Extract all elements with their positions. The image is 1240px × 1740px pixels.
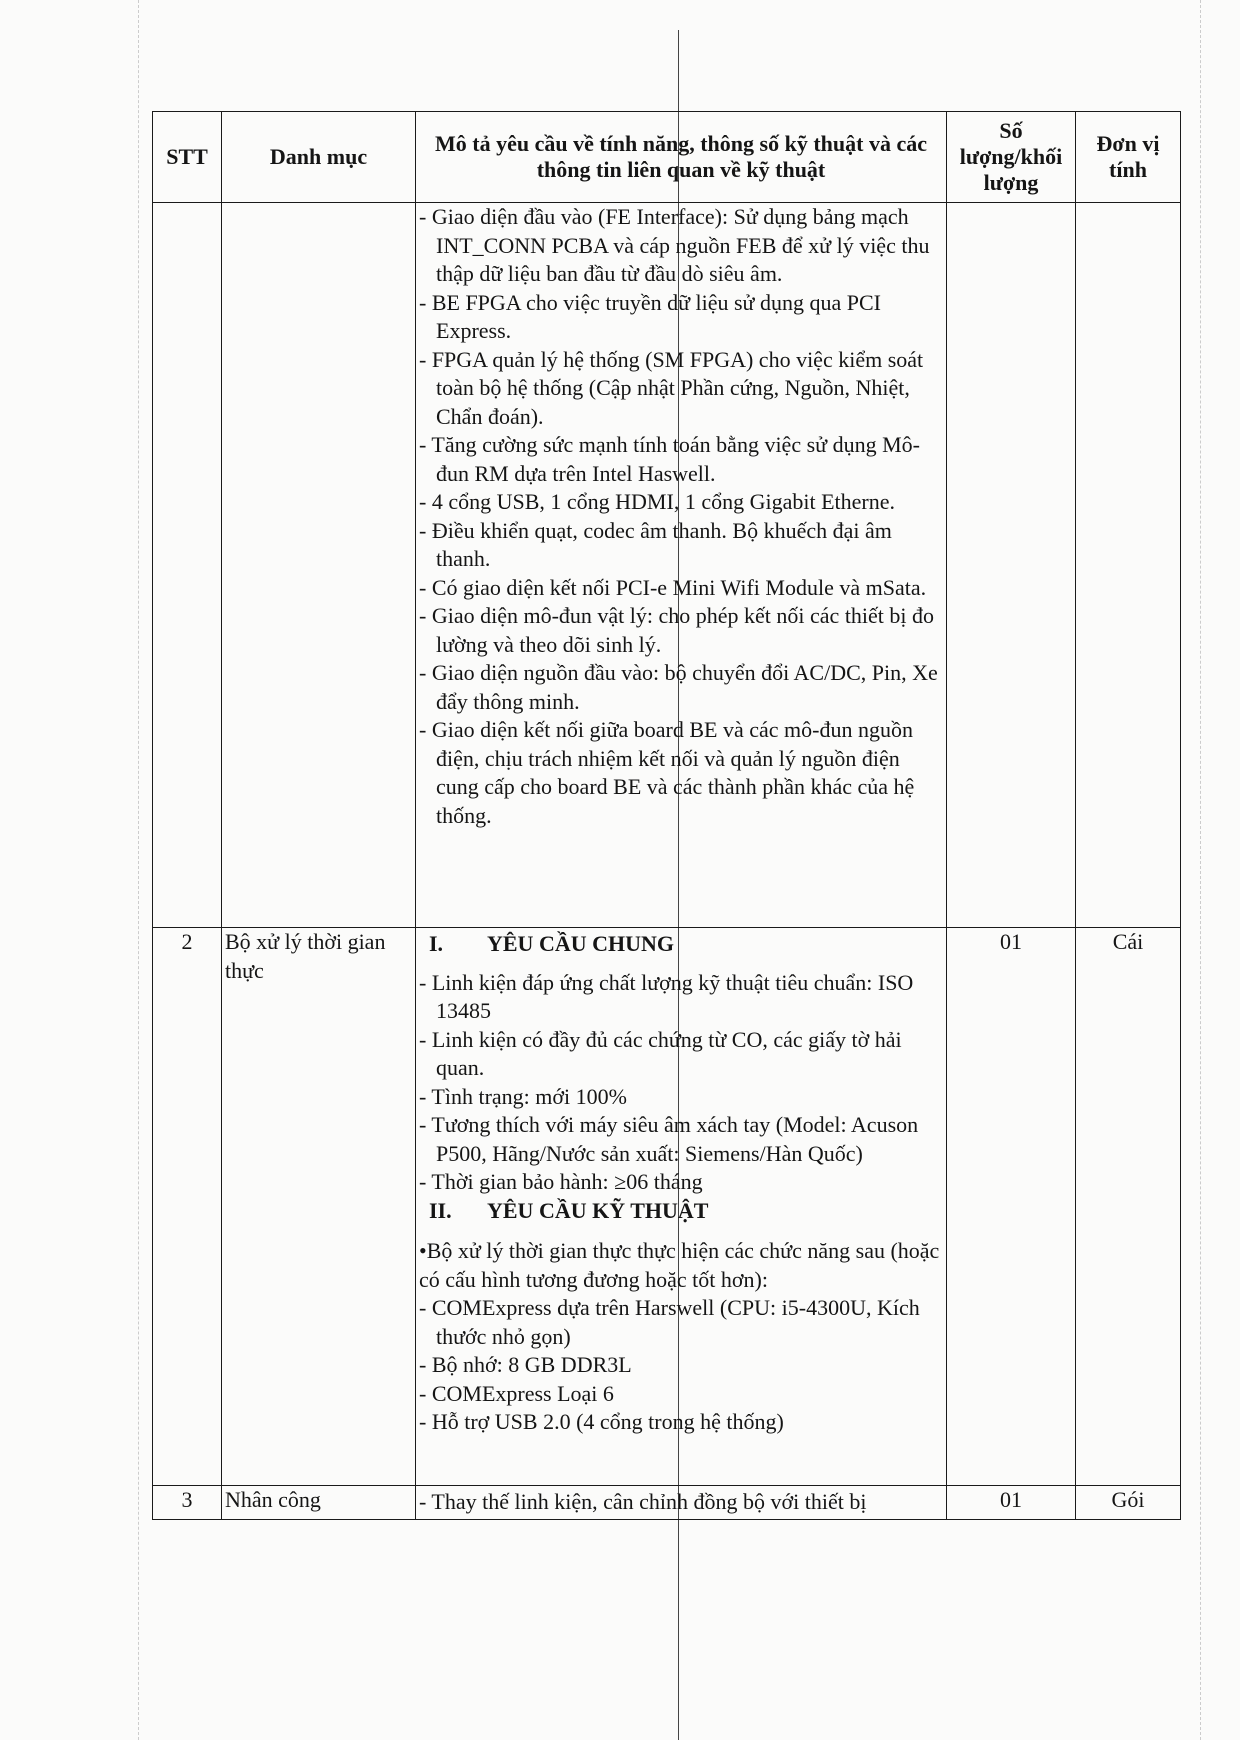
section-title: YÊU CẦU KỸ THUẬT bbox=[487, 1197, 709, 1223]
list-item: - Hỗ trợ USB 2.0 (4 cổng trong hệ thống) bbox=[419, 1409, 784, 1434]
header-category: Danh mục bbox=[222, 112, 416, 203]
section-heading bbox=[419, 928, 943, 959]
unit-cell bbox=[1076, 203, 1181, 928]
list-item: - Thay thế linh kiện, cân chỉnh đồng bộ với thiết bị bbox=[419, 1489, 867, 1514]
description-cell bbox=[416, 928, 947, 1486]
header-description: Mô tả yêu cầu về tính năng, thông số kỹ thuật và các thông tin liên quan về kỹ thuật bbox=[416, 112, 947, 203]
spacer bbox=[419, 959, 943, 969]
scan-edge-right bbox=[1200, 0, 1201, 1740]
quantity-cell bbox=[947, 203, 1076, 928]
list-item: - COMExpress Loại 6 bbox=[419, 1380, 614, 1406]
list-item: - Tình trạng: mới 100% bbox=[419, 1083, 627, 1109]
table-row bbox=[153, 928, 1181, 1486]
quantity-cell: 01 bbox=[947, 928, 1076, 1486]
list-item: - 4 cổng USB, 1 cổng HDMI, 1 cổng Gigabit Etherne. bbox=[419, 489, 895, 514]
list-item: - Giao diện kết nối giữa board BE và các mô-đun nguồn điện, chịu trách nhiệm kết nối và quản lý nguồn điện cung cấp cho board BE và các thành phần khác của hệ thống. bbox=[419, 717, 915, 828]
list-item: - Linh kiện đáp ứng chất lượng kỹ thuật tiêu chuẩn: ISO 13485 bbox=[419, 969, 914, 1023]
list-item: - Tương thích với máy siêu âm xách tay (Model: Acuson P500, Hãng/Nước sản xuất: Siemens/Hàn Quốc) bbox=[419, 1112, 919, 1166]
unit-cell: Cái bbox=[1076, 928, 1181, 1486]
stt-cell: 3 bbox=[153, 1486, 222, 1520]
list-item: - COMExpress dựa trên Harswell (CPU: i5-4300U, Kích thước nhỏ gọn) bbox=[419, 1295, 920, 1349]
table-row bbox=[153, 1486, 1181, 1520]
description-cell bbox=[416, 1486, 947, 1520]
list-item: - Tăng cường sức mạnh tính toán bằng việc sử dụng Mô-đun RM dựa trên Intel Haswell. bbox=[419, 432, 920, 486]
list-item: - FPGA quản lý hệ thống (SM FPGA) cho việc kiểm soát toàn bộ hệ thống (Cập nhật Phần cứng, Nguồn, Nhiệt, Chẩn đoán). bbox=[419, 346, 924, 429]
section-title: YÊU CẦU CHUNG bbox=[487, 931, 674, 956]
category-cell: Bộ xử lý thời gian thực bbox=[222, 928, 416, 1486]
list-item: - Giao diện nguồn đầu vào: bộ chuyển đổi AC/DC, Pin, Xe đẩy thông minh. bbox=[419, 660, 938, 714]
quantity-cell: 01 bbox=[947, 1486, 1076, 1520]
list-item: - Giao diện mô-đun vật lý: cho phép kết nối các thiết bị đo lường và theo dõi sinh lý. bbox=[419, 603, 935, 657]
category-cell: Nhân công bbox=[222, 1486, 416, 1520]
list-item: - Điều khiển quạt, codec âm thanh. Bộ khuếch đại âm thanh. bbox=[419, 517, 892, 571]
list-item: - Bộ nhớ: 8 GB DDR3L bbox=[419, 1352, 632, 1377]
description-cell bbox=[416, 203, 947, 928]
header-stt: STT bbox=[153, 112, 222, 203]
section-number: I. bbox=[429, 931, 444, 956]
list-item: - Giao diện đầu vào (FE Interface): Sử dụng bảng mạch INT_CONN PCBA và cáp nguồn FEB để xử lý việc thu thập dữ liệu ban đầu từ đầu dò siêu âm. bbox=[419, 204, 930, 286]
unit-cell: Gói bbox=[1076, 1486, 1181, 1520]
stt-cell bbox=[153, 203, 222, 928]
category-cell bbox=[222, 203, 416, 928]
header-quantity: Số lượng/khối lượng bbox=[947, 112, 1076, 203]
list-item: - Linh kiện có đầy đủ các chứng từ CO, các giấy tờ hải quan. bbox=[419, 1026, 902, 1080]
list-item: - Có giao diện kết nối PCI-e Mini Wifi Module và mSata. bbox=[419, 574, 927, 600]
spec-table bbox=[152, 111, 1181, 1520]
section-number: II. bbox=[429, 1197, 452, 1223]
section-heading bbox=[419, 1197, 943, 1226]
stt-cell: 2 bbox=[153, 928, 222, 1486]
scan-edge-left bbox=[138, 0, 139, 1740]
table-row bbox=[153, 203, 1181, 928]
bullet-paragraph: •Bộ xử lý thời gian thực thực hiện các chức năng sau (hoặc có cấu hình tương đương hoặc tốt hơn): bbox=[419, 1238, 940, 1292]
list-item: - BE FPGA cho việc truyền dữ liệu sử dụng qua PCI Express. bbox=[419, 289, 881, 343]
list-item: - Thời gian bảo hành: ≥06 tháng bbox=[419, 1169, 703, 1194]
header-row bbox=[153, 112, 1181, 203]
header-unit: Đơn vị tính bbox=[1076, 112, 1181, 203]
